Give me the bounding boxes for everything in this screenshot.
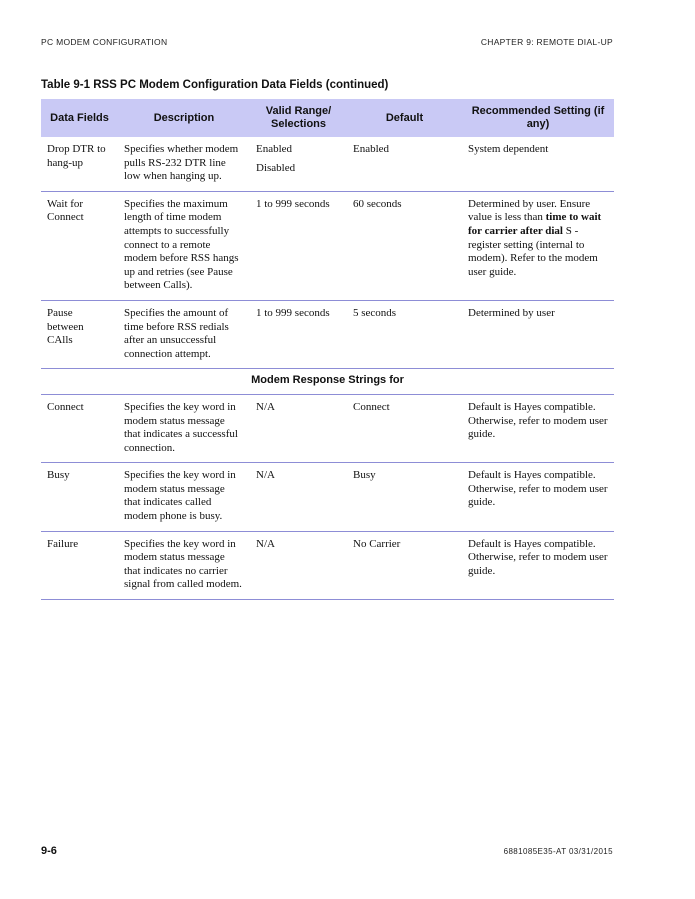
col-header-default: Default bbox=[347, 99, 462, 137]
range-option: Disabled bbox=[256, 161, 296, 174]
cell-field: Failure bbox=[41, 531, 118, 599]
cell-recommended bbox=[462, 191, 614, 300]
table-row bbox=[41, 137, 614, 191]
section-row bbox=[41, 369, 614, 395]
modem-config-table bbox=[41, 99, 614, 600]
cell-field: Pause between CAlls bbox=[41, 300, 118, 368]
rec-emphasis: time to wait for carrier after dial bbox=[468, 211, 602, 237]
col-header-recommended: Recommended Setting (if any) bbox=[462, 99, 614, 137]
cell-default: 5 seconds bbox=[347, 300, 462, 368]
table-row bbox=[41, 463, 614, 531]
cell-field: Busy bbox=[41, 463, 118, 531]
cell-recommended: System dependent bbox=[462, 137, 614, 191]
rec-text: S - register setting (internal to modem). Refer to the modem user guide. bbox=[468, 224, 598, 278]
rec-text: Determined by user. Ensure value is less than bbox=[468, 197, 591, 224]
cell-range: N/A bbox=[250, 394, 347, 462]
cell-description: Specifies the amount of time before RSS redials after an unsuccessful connection attempt. bbox=[118, 300, 250, 368]
page-number: 9-6 bbox=[41, 845, 57, 857]
cell-description: Specifies the maximum length of time modem attempts to successfully connect to a remote modem before RSS hangs up and retries (see Pause between Calls). bbox=[118, 191, 250, 300]
table-title: Table 9-1 RSS PC Modem Configuration Data Fields (continued) bbox=[41, 79, 389, 91]
cell-field: Drop DTR to hang-up bbox=[41, 137, 118, 191]
col-header-data-fields: Data Fields bbox=[41, 99, 118, 137]
table-row bbox=[41, 191, 614, 300]
cell-default: Enabled bbox=[347, 137, 462, 191]
table-row bbox=[41, 300, 614, 368]
cell-recommended: Default is Hayes compatible. Otherwise, refer to modem user guide. bbox=[462, 531, 614, 599]
cell-recommended: Default is Hayes compatible. Otherwise, refer to modem user guide. bbox=[462, 463, 614, 531]
running-header-left: PC MODEM CONFIGURATION bbox=[41, 37, 168, 47]
document-id: 6881085E35-AT 03/31/2015 bbox=[503, 847, 613, 856]
table-row bbox=[41, 394, 614, 462]
cell-range bbox=[250, 137, 347, 191]
range-option: Enabled bbox=[256, 143, 293, 155]
table-header-row bbox=[41, 99, 614, 137]
cell-field: Connect bbox=[41, 394, 118, 462]
cell-range: 1 to 999 seconds bbox=[250, 300, 347, 368]
cell-description: Specifies whether modem pulls RS-232 DTR line low when hanging up. bbox=[118, 137, 250, 191]
cell-field: Wait for Connect bbox=[41, 191, 118, 300]
cell-range: N/A bbox=[250, 463, 347, 531]
cell-default: No Carrier bbox=[347, 531, 462, 599]
cell-description: Specifies the key word in modem status message that indicates a successful connection. bbox=[118, 394, 250, 462]
cell-description: Specifies the key word in modem status message that indicates called modem phone is busy. bbox=[118, 463, 250, 531]
cell-recommended: Determined by user bbox=[462, 300, 614, 368]
cell-description: Specifies the key word in modem status message that indicates no carrier signal from called modem. bbox=[118, 531, 250, 599]
running-header-right: CHAPTER 9: REMOTE DIAL-UP bbox=[480, 37, 613, 47]
cell-range: N/A bbox=[250, 531, 347, 599]
cell-recommended: Default is Hayes compatible. Otherwise, refer to modem user guide. bbox=[462, 394, 614, 462]
section-heading: Modem Response Strings for bbox=[41, 369, 614, 395]
cell-default: 60 seconds bbox=[347, 191, 462, 300]
cell-default: Busy bbox=[347, 463, 462, 531]
cell-range: 1 to 999 seconds bbox=[250, 191, 347, 300]
table-row bbox=[41, 531, 614, 599]
col-header-valid-range: Valid Range/ Selections bbox=[250, 99, 347, 137]
cell-default: Connect bbox=[347, 394, 462, 462]
col-header-description: Description bbox=[118, 99, 250, 137]
